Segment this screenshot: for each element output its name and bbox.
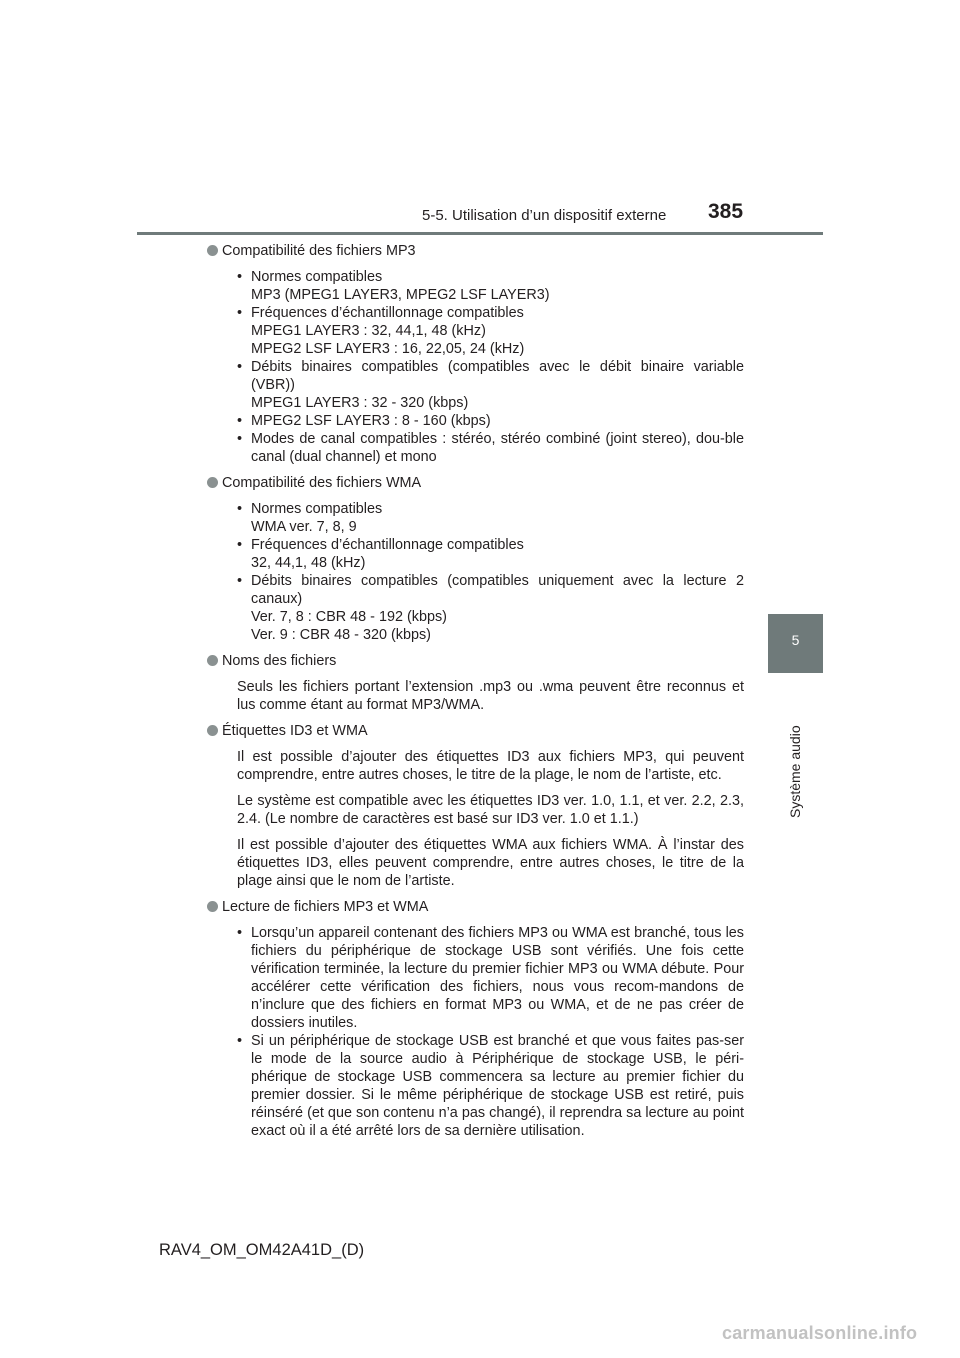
list-item xyxy=(237,924,744,1032)
running-header-title: 5-5. Utilisation d’un dispositif externe xyxy=(422,207,667,224)
list-item xyxy=(237,430,744,466)
document-code: RAV4_OM_OM42A41D_(D) xyxy=(159,1241,365,1259)
list-item-line: Ver. 9 : CBR 48 - 320 (kbps) xyxy=(251,627,431,643)
list-item-line: • MPEG2 LSF LAYER3 : 8 - 160 (kbps) xyxy=(251,413,491,429)
list-item xyxy=(237,1032,744,1140)
section-title-text: Compatibilité des fichiers MP3 xyxy=(222,243,416,259)
bullet-list xyxy=(222,268,744,466)
section-title xyxy=(222,474,744,492)
list-item xyxy=(237,536,744,572)
header-divider xyxy=(137,232,823,235)
section-title-text: Noms des fichiers xyxy=(222,653,337,669)
section xyxy=(222,722,744,890)
list-item xyxy=(237,268,744,304)
chapter-label xyxy=(787,678,807,818)
list-item xyxy=(237,412,744,430)
list-item xyxy=(237,572,744,644)
list-item-line: Ver. 7, 8 : CBR 48 - 192 (kbps) xyxy=(251,609,447,625)
circle-bullet-icon xyxy=(207,477,218,488)
circle-bullet-icon xyxy=(207,725,218,736)
list-item-line: WMA ver. 7, 8, 9 xyxy=(251,519,357,535)
section xyxy=(222,898,744,1140)
circle-bullet-icon xyxy=(207,245,218,256)
chapter-label-text: Système audio xyxy=(787,725,803,818)
list-item-line: • Normes compatibles xyxy=(251,269,383,285)
list-item-line: • Débits binaires compatibles (compatibles uniquement avec la lecture 2 canaux) xyxy=(251,573,744,607)
list-item-line: • Normes compatibles xyxy=(251,501,383,517)
list-item-line: • Fréquences d’échantillonnage compatibles xyxy=(251,305,524,321)
list-item-line: MPEG1 LAYER3 : 32, 44,1, 48 (kHz) xyxy=(251,323,486,339)
circle-bullet-icon xyxy=(207,901,218,912)
list-item-line: MP3 (MPEG1 LAYER3, MPEG2 LSF LAYER3) xyxy=(251,287,550,303)
list-item-line: MPEG1 LAYER3 : 32 - 320 (kbps) xyxy=(251,395,469,411)
page-body xyxy=(222,242,744,1148)
section-title xyxy=(222,898,744,916)
bullet-list xyxy=(222,924,744,1140)
section-title-text: Étiquettes ID3 et WMA xyxy=(222,723,368,739)
section-title-text: Lecture de fichiers MP3 et WMA xyxy=(222,899,429,915)
list-item xyxy=(237,358,744,412)
watermark: carmanualsonline.info xyxy=(722,1323,918,1343)
list-item-line: • Lorsqu’un appareil contenant des fichiers MP3 ou WMA est branché, tous les fichiers du périphérique de stockage USB sont vérifiés. Une fois cette vérification terminée, la lecture du premier fichier MP3 ou WMA débute. Pour accélérer cette vérification des fichiers, nous vous recom-mandons de n’inclure que des fichiers en format MP3 ou WMA, et de ne pas créer de dossiers inutiles. xyxy=(251,925,744,1031)
list-item-line: • Fréquences d’échantillonnage compatibles xyxy=(251,537,524,553)
paragraph: Il est possible d’ajouter des étiquettes ID3 aux fichiers MP3, qui peuvent comprendre, entre autres choses, le titre de la plage, le nom de l’artiste, etc. xyxy=(237,749,744,783)
chapter-tab xyxy=(768,614,823,673)
list-item xyxy=(237,304,744,358)
paragraph: Seuls les fichiers portant l’extension .mp3 ou .wma peuvent être reconnus et lus comme étant au format MP3/WMA. xyxy=(237,679,744,713)
list-item-line: • Si un périphérique de stockage USB est branché et que vous faites pas-ser le mode de la source audio à Périphérique de stockage USB, le péri-phérique de stockage USB commencera sa lecture au premier fichier du premier dossier. Si le même périphérique de stockage USB est retiré, puis réinséré (et que son contenu n’a pas changé), il reprendra sa lecture au point exact où il a été arrêté lors de sa dernière utilisation. xyxy=(251,1033,744,1139)
circle-bullet-icon xyxy=(207,655,218,666)
paragraph: Il est possible d’ajouter des étiquettes WMA aux fichiers WMA. À l’instar des étiquettes ID3, elles peuvent comprendre, entre autres choses, le titre de la plage ainsi que le nom de l’artiste. xyxy=(237,837,744,889)
section xyxy=(222,474,744,644)
list-item xyxy=(237,500,744,536)
section-title xyxy=(222,652,744,670)
list-item-line: • Débits binaires compatibles (compatibles avec le débit binaire variable (VBR)) xyxy=(251,359,744,393)
page-number: 385 xyxy=(708,200,744,223)
paragraph: Le système est compatible avec les étiquettes ID3 ver. 1.0, 1.1, et ver. 2.2, 2.3, 2.4. (Le nombre de caractères est basé sur ID3 ver. 1.0 et 1.1.) xyxy=(237,793,744,827)
section-title-text: Compatibilité des fichiers WMA xyxy=(222,475,422,491)
chapter-number: 5 xyxy=(791,632,800,648)
bullet-list xyxy=(222,500,744,644)
list-item-line: 32, 44,1, 48 (kHz) xyxy=(251,555,366,571)
section xyxy=(222,652,744,714)
section xyxy=(222,242,744,466)
section-title xyxy=(222,722,744,740)
list-item-line: • Modes de canal compatibles : stéréo, stéréo combiné (joint stereo), dou-ble canal (dual channel) et mono xyxy=(251,431,744,465)
list-item-line: MPEG2 LSF LAYER3 : 16, 22,05, 24 (kHz) xyxy=(251,341,525,357)
section-title xyxy=(222,242,744,260)
